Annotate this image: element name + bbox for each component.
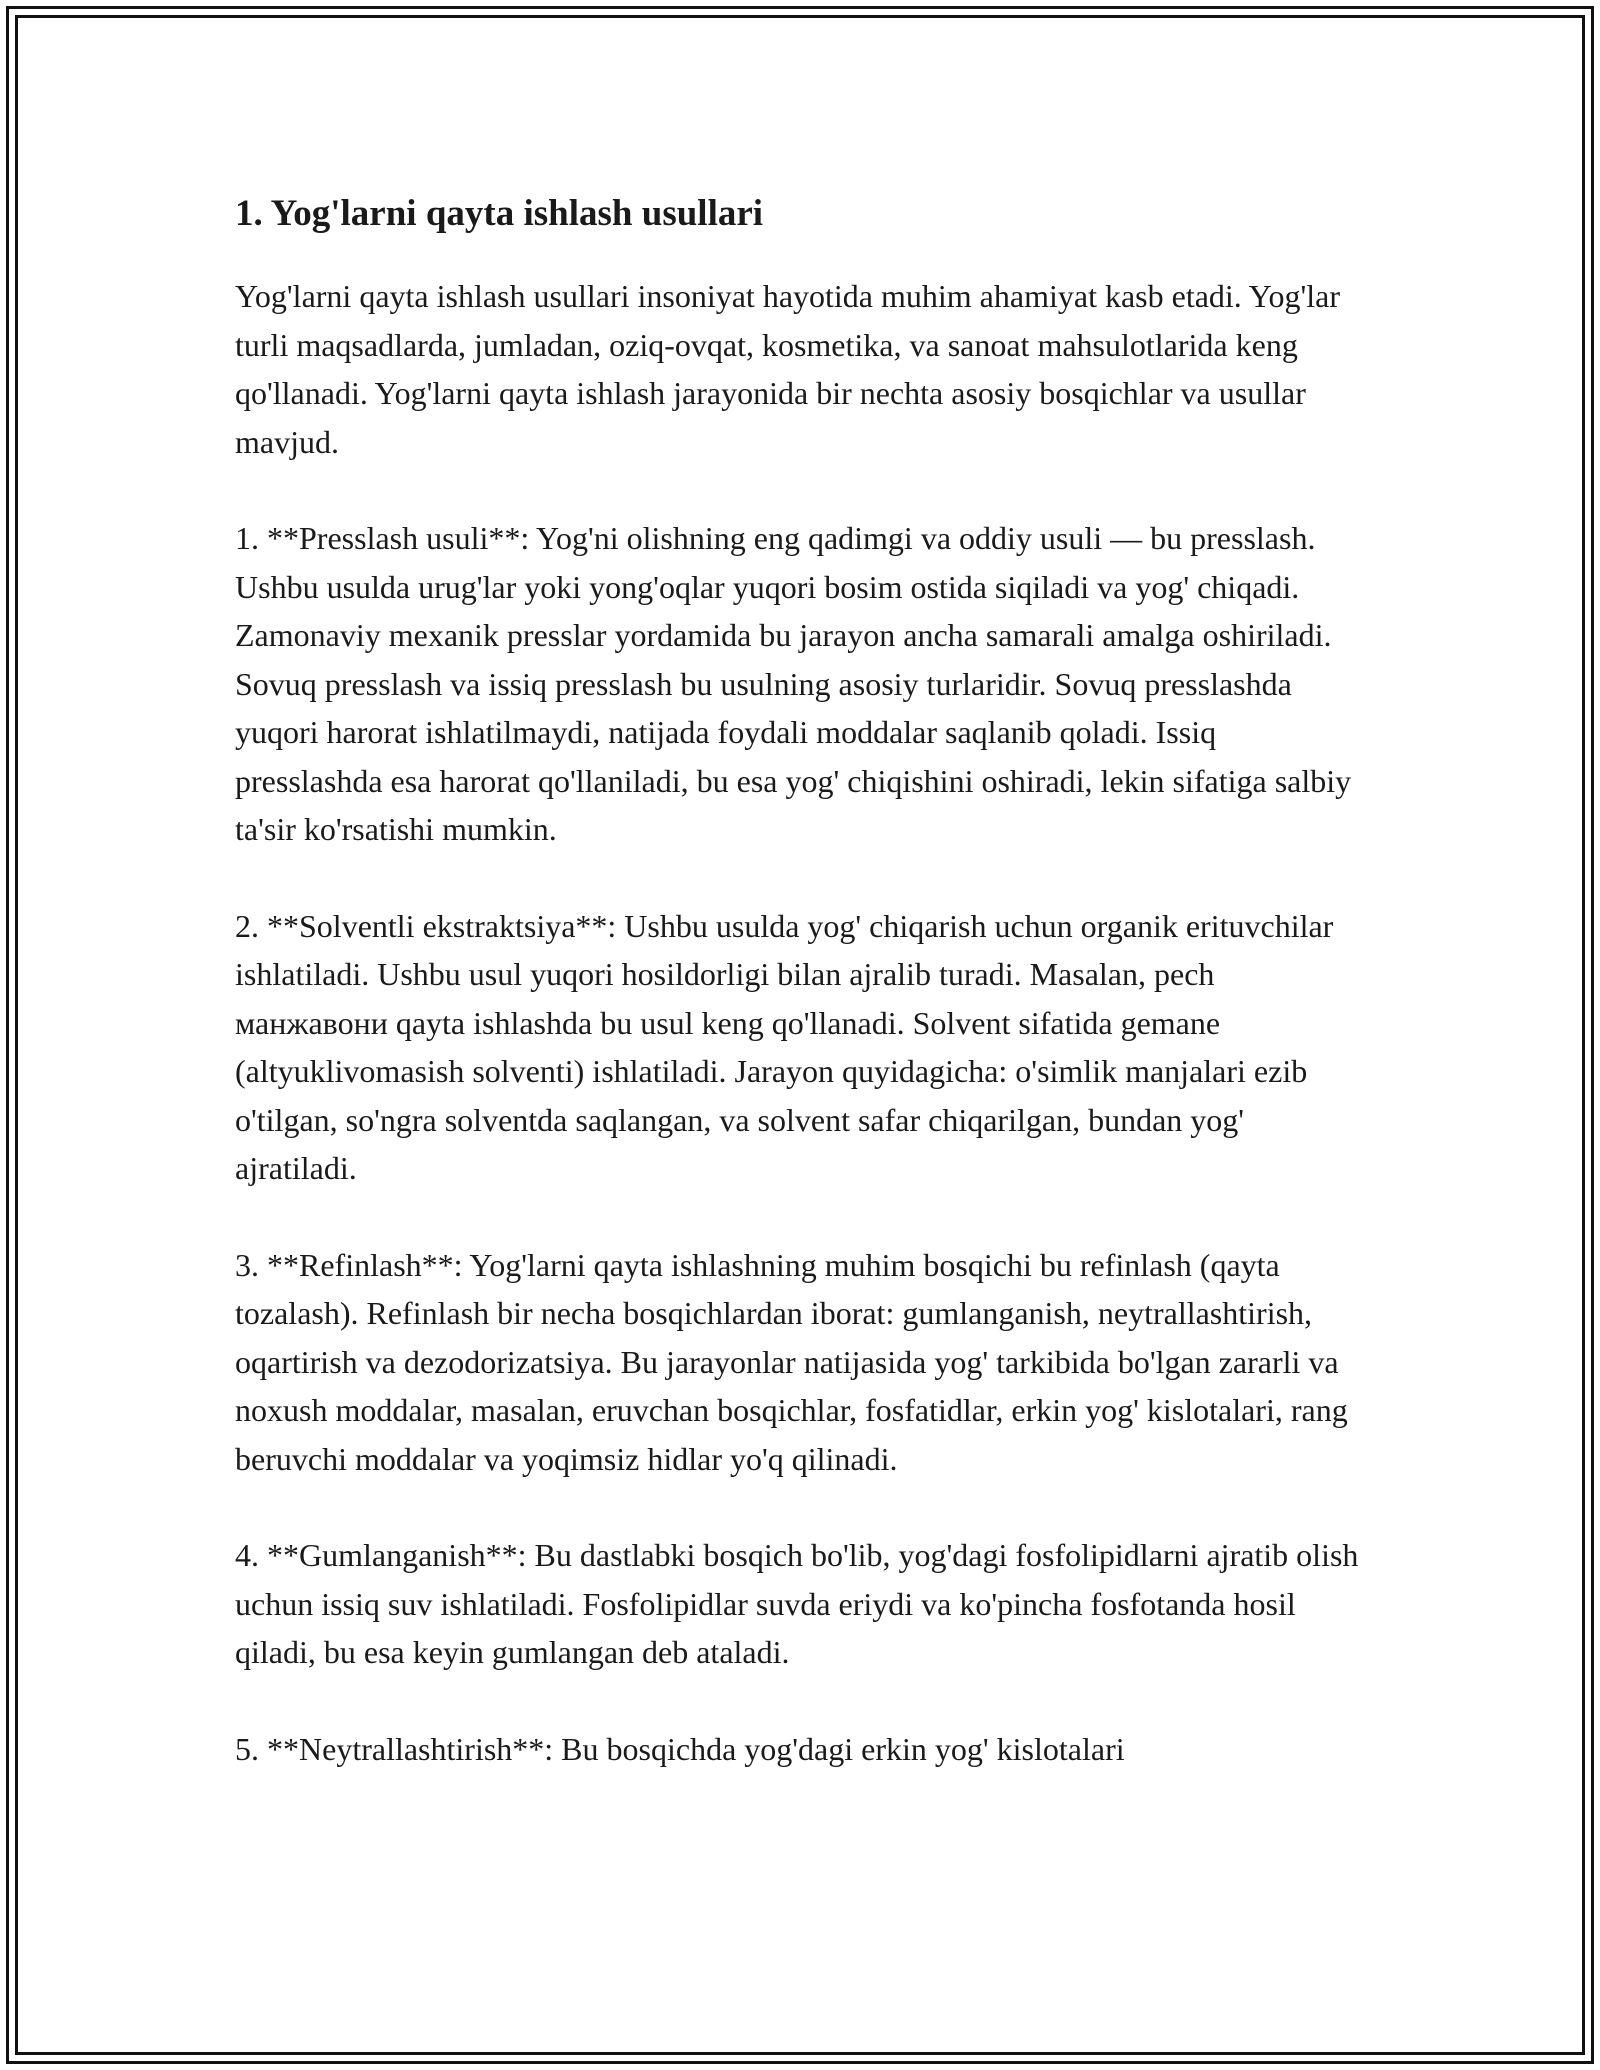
intro-paragraph: Yog'larni qayta ishlash usullari insoniyat hayotida muhim ahamiyat kasb etadi. Yog'lar turli maqsadlarda, jumladan, oziq-ovqat, kosmetika, va sanoat mahsulotlarida keng qo'llanadi. Yog'larni qayta ishlash jarayonida bir nechta asosiy bosqichlar va usullar mavjud. — [235, 278, 1341, 460]
solvent-extraction-paragraph: 2. **Solventli ekstraktsiya**: Ushbu usulda yog' chiqarish uchun organik erituvchilar ishlatiladi. Ushbu usul yuqori hosildorligi bilan ajralib turadi. Masalan, pech манжавони qayta ishlashda bu usul keng qo'llanadi. Solvent sifatida gemane (altyuklivomasish solventi) ishlatiladi. Jarayon quyidagicha: o'simlik manjalari ezib o'tilgan, so'ngra solventda saqlangan, va solvent safar chiqarilgan, bundan yog' ajratiladi. — [235, 907, 1334, 1186]
degumming-paragraph: 4. **Gumlanganish**: Bu dastlabki bosqich bo'lib, yog'dagi fosfolipidlarni ajratib olish uchun issiq suv ishlatiladi. Fosfolipidlar suvda eriydi va ko'pincha fosfotanda hosil qiladi, bu esa keyin gumlangan deb ataladi. — [235, 1537, 1359, 1670]
pressing-method-paragraph: 1. **Presslash usuli**: Yog'ni olishning eng qadimgi va oddiy usuli — bu presslash. Ushbu usulda urug'lar yoki yong'oqlar yuqori bosim ostida siqiladi va yog' chiqadi. Zamonaviy mexanik presslar yordamida bu jarayon ancha samarali amalga oshiriladi. Sovuq presslash va issiq presslash bu usulning asosiy turlaridir. Sovuq presslashda yuqori harorat ishlatilmaydi, natijada foydali moddalar saqlanib qoladi. Issiq presslashda esa harorat qo'llaniladi, bu esa yog' chiqishini oshiradi, lekin sifatiga salbiy ta'sir ko'rsatishi mumkin. — [235, 520, 1352, 847]
document-title: 1. Yog'larni qayta ishlash usullari — [235, 193, 764, 234]
refining-paragraph: 3. **Refinlash**: Yog'larni qayta ishlashning muhim bosqichi bu refinlash (qayta tozalash). Refinlash bir necha bosqichlardan iborat: gumlanganish, neytrallashtirish, oqartirish va dezodorizatsiya. Bu jarayonlar natijasida yog' tarkibida bo'lgan zararli va noxush moddalar, masalan, eruvchan bosqichlar, fosfatidlar, erkin yog' kislotalari, rang beruvchi moddalar va yoqimsiz hidlar yo'q qilinadi. — [235, 1246, 1348, 1477]
neutralization-paragraph: 5. **Neytrallashtirish**: Bu bosqichda yog'dagi erkin yog' kislotalari — [235, 1730, 1125, 1767]
document-body — [235, 186, 1365, 1821]
